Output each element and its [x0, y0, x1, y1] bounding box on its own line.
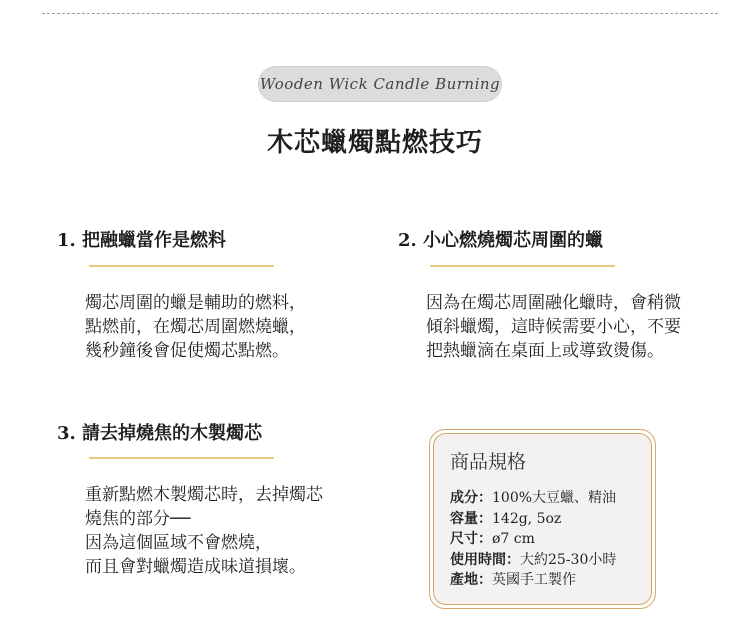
tip-1-body	[85, 291, 306, 363]
spec-row-capacity	[450, 509, 635, 530]
tip-1-line: 點燃前，在燭芯周圍燃燒蠟，	[85, 317, 306, 337]
subtitle-pill	[258, 66, 502, 102]
spec-title: 商品規格	[450, 451, 527, 473]
spec-key: 產地：	[450, 572, 492, 588]
spec-value: ø7 cm	[492, 531, 535, 547]
tip-1-title: 1. 把融蠟當作是燃料	[57, 230, 227, 251]
spec-value: 142g, 5oz	[492, 510, 562, 527]
spec-box-inner	[433, 433, 652, 605]
tip-1-line: 幾秒鐘後會促使燭芯點燃。	[85, 341, 289, 361]
spec-value: 大約25-30小時	[520, 551, 617, 568]
spec-key: 容量：	[450, 510, 492, 527]
subtitle-text: Wooden Wick Candle Burning	[259, 75, 501, 93]
spec-value: 英國手工製作	[492, 572, 576, 588]
spec-box	[429, 429, 656, 609]
tip-1-line: 燭芯周圍的蠟是輔助的燃料，	[85, 293, 306, 313]
tip-3-line: 燒焦的部分──	[85, 509, 191, 529]
spec-key: 使用時間：	[450, 551, 520, 568]
spec-row-burn-time	[450, 550, 635, 571]
tip-3-line: 因為這個區域不會燃燒，	[85, 533, 272, 553]
page-title: 木芯蠟燭點燃技巧	[266, 128, 483, 158]
tip-1-accent-bar	[89, 265, 274, 267]
tip-3-line: 重新點燃木製燭芯時，去掉燭芯	[85, 485, 323, 505]
top-dashed-divider	[42, 13, 718, 14]
tip-3-title: 3. 請去掉燒焦的木製燭芯	[57, 423, 263, 444]
tip-3-body	[85, 483, 323, 579]
tip-2-line: 傾斜蠟燭，這時候需要小心，不要	[426, 317, 681, 337]
tip-2-line: 把熱蠟滴在桌面上或導致燙傷。	[426, 341, 664, 361]
spec-key: 尺寸：	[450, 531, 492, 547]
spec-value: 100%大豆蠟、精油	[492, 490, 617, 506]
spec-row-origin	[450, 570, 635, 591]
tip-2-accent-bar	[430, 265, 615, 267]
tip-2-body	[426, 291, 681, 363]
spec-row-ingredients	[450, 488, 635, 509]
tip-3-accent-bar	[89, 457, 274, 459]
tip-2-title: 2. 小心燃燒燭芯周圍的蠟	[398, 230, 604, 251]
tip-2-line: 因為在燭芯周圍融化蠟時，會稍微	[426, 293, 681, 313]
spec-row-size	[450, 529, 635, 550]
tip-3-line: 而且會對蠟燭造成味道損壞。	[85, 557, 306, 577]
spec-key: 成分：	[450, 490, 492, 506]
